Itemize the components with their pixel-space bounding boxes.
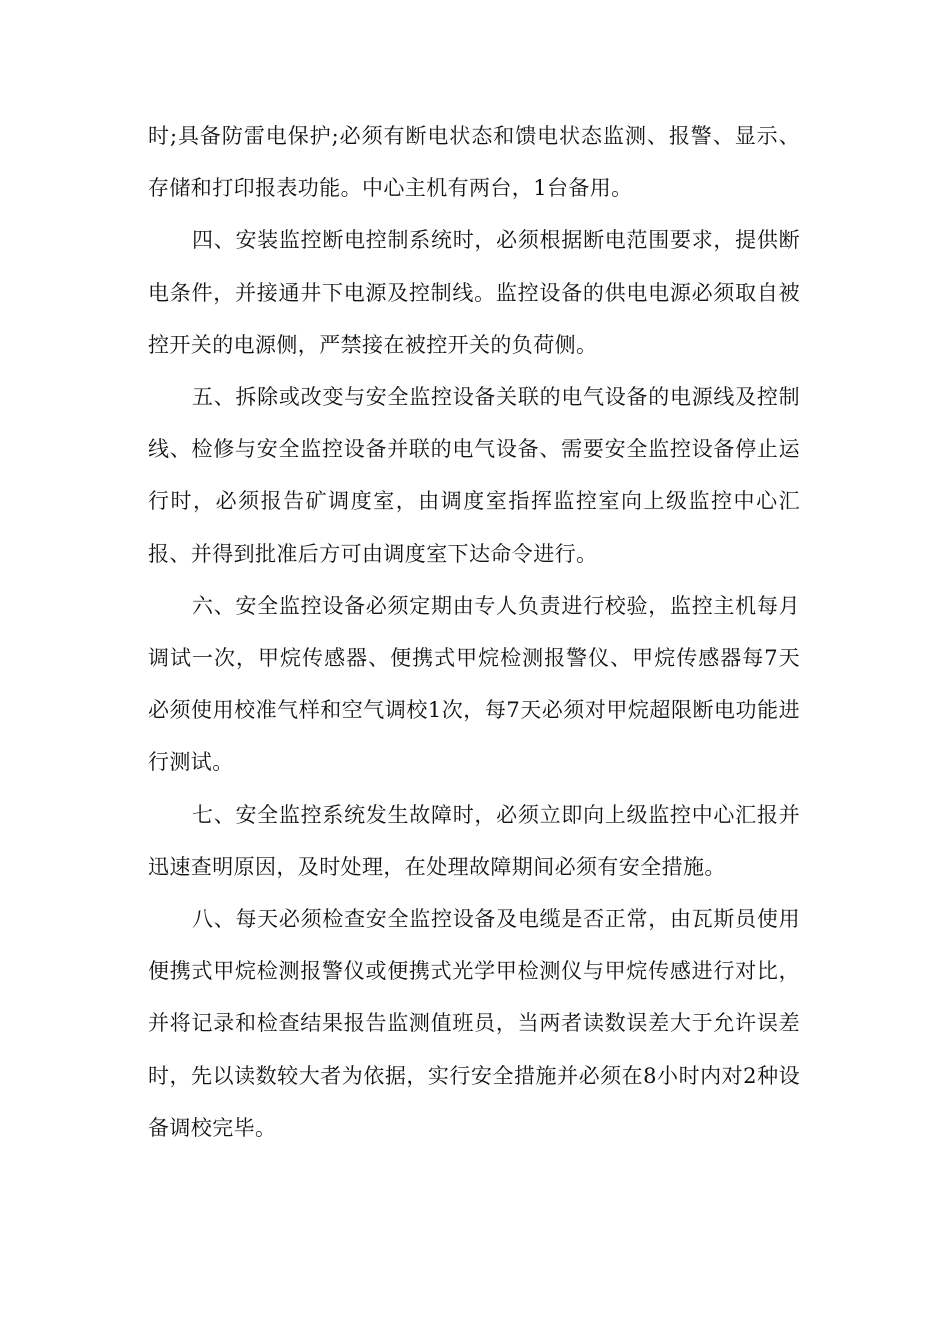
paragraph-item-5: 五、拆除或改变与安全监控设备关联的电气设备的电源线及控制线、检修与安全监控设备并联的电气设备、需要安全监控设备停止运行时，必须报告矿调度室，由调度室指挥监控室向上级监控中心汇报、并得到批准后方可由调度室下达命令进行。	[148, 385, 800, 566]
paragraph-item-8: 八、每天必须检查安全监控设备及电缆是否正常，由瓦斯员使用便携式甲烷检测报警仪或便携式光学甲检测仪与甲烷传感进行对比，并将记录和检查结果报告监测值班员，当两者读数误差大于允许误差时，先以读数较大者为依据，实行安全措施并必须在8小时内对2种设备调校完毕。	[148, 907, 800, 1140]
paragraph-item-4: 四、安装监控断电控制系统时，必须根据断电范围要求，提供断电条件，并接通井下电源及控制线。监控设备的供电电源必须取自被控开关的电源侧，严禁接在被控开关的负荷侧。	[148, 228, 800, 357]
paragraph-item-6: 六、安全监控设备必须定期由专人负责进行校验，监控主机每月调试一次，甲烷传感器、便携式甲烷检测报警仪、甲烷传感器每7天必须使用校准气样和空气调校1次，每7天必须对甲烷超限断电功能进行测试。	[148, 593, 800, 775]
paragraph-item-7: 七、安全监控系统发生故障时，必须立即向上级监控中心汇报并迅速查明原因，及时处理，在处理故障期间必须有安全措施。	[148, 802, 800, 879]
paragraph-continuation: 时;具备防雷电保护;必须有断电状态和馈电状态监测、报警、显示、存储和打印报表功能。中心主机有两台，1台备用。	[148, 124, 800, 201]
document-body	[148, 110, 800, 1154]
